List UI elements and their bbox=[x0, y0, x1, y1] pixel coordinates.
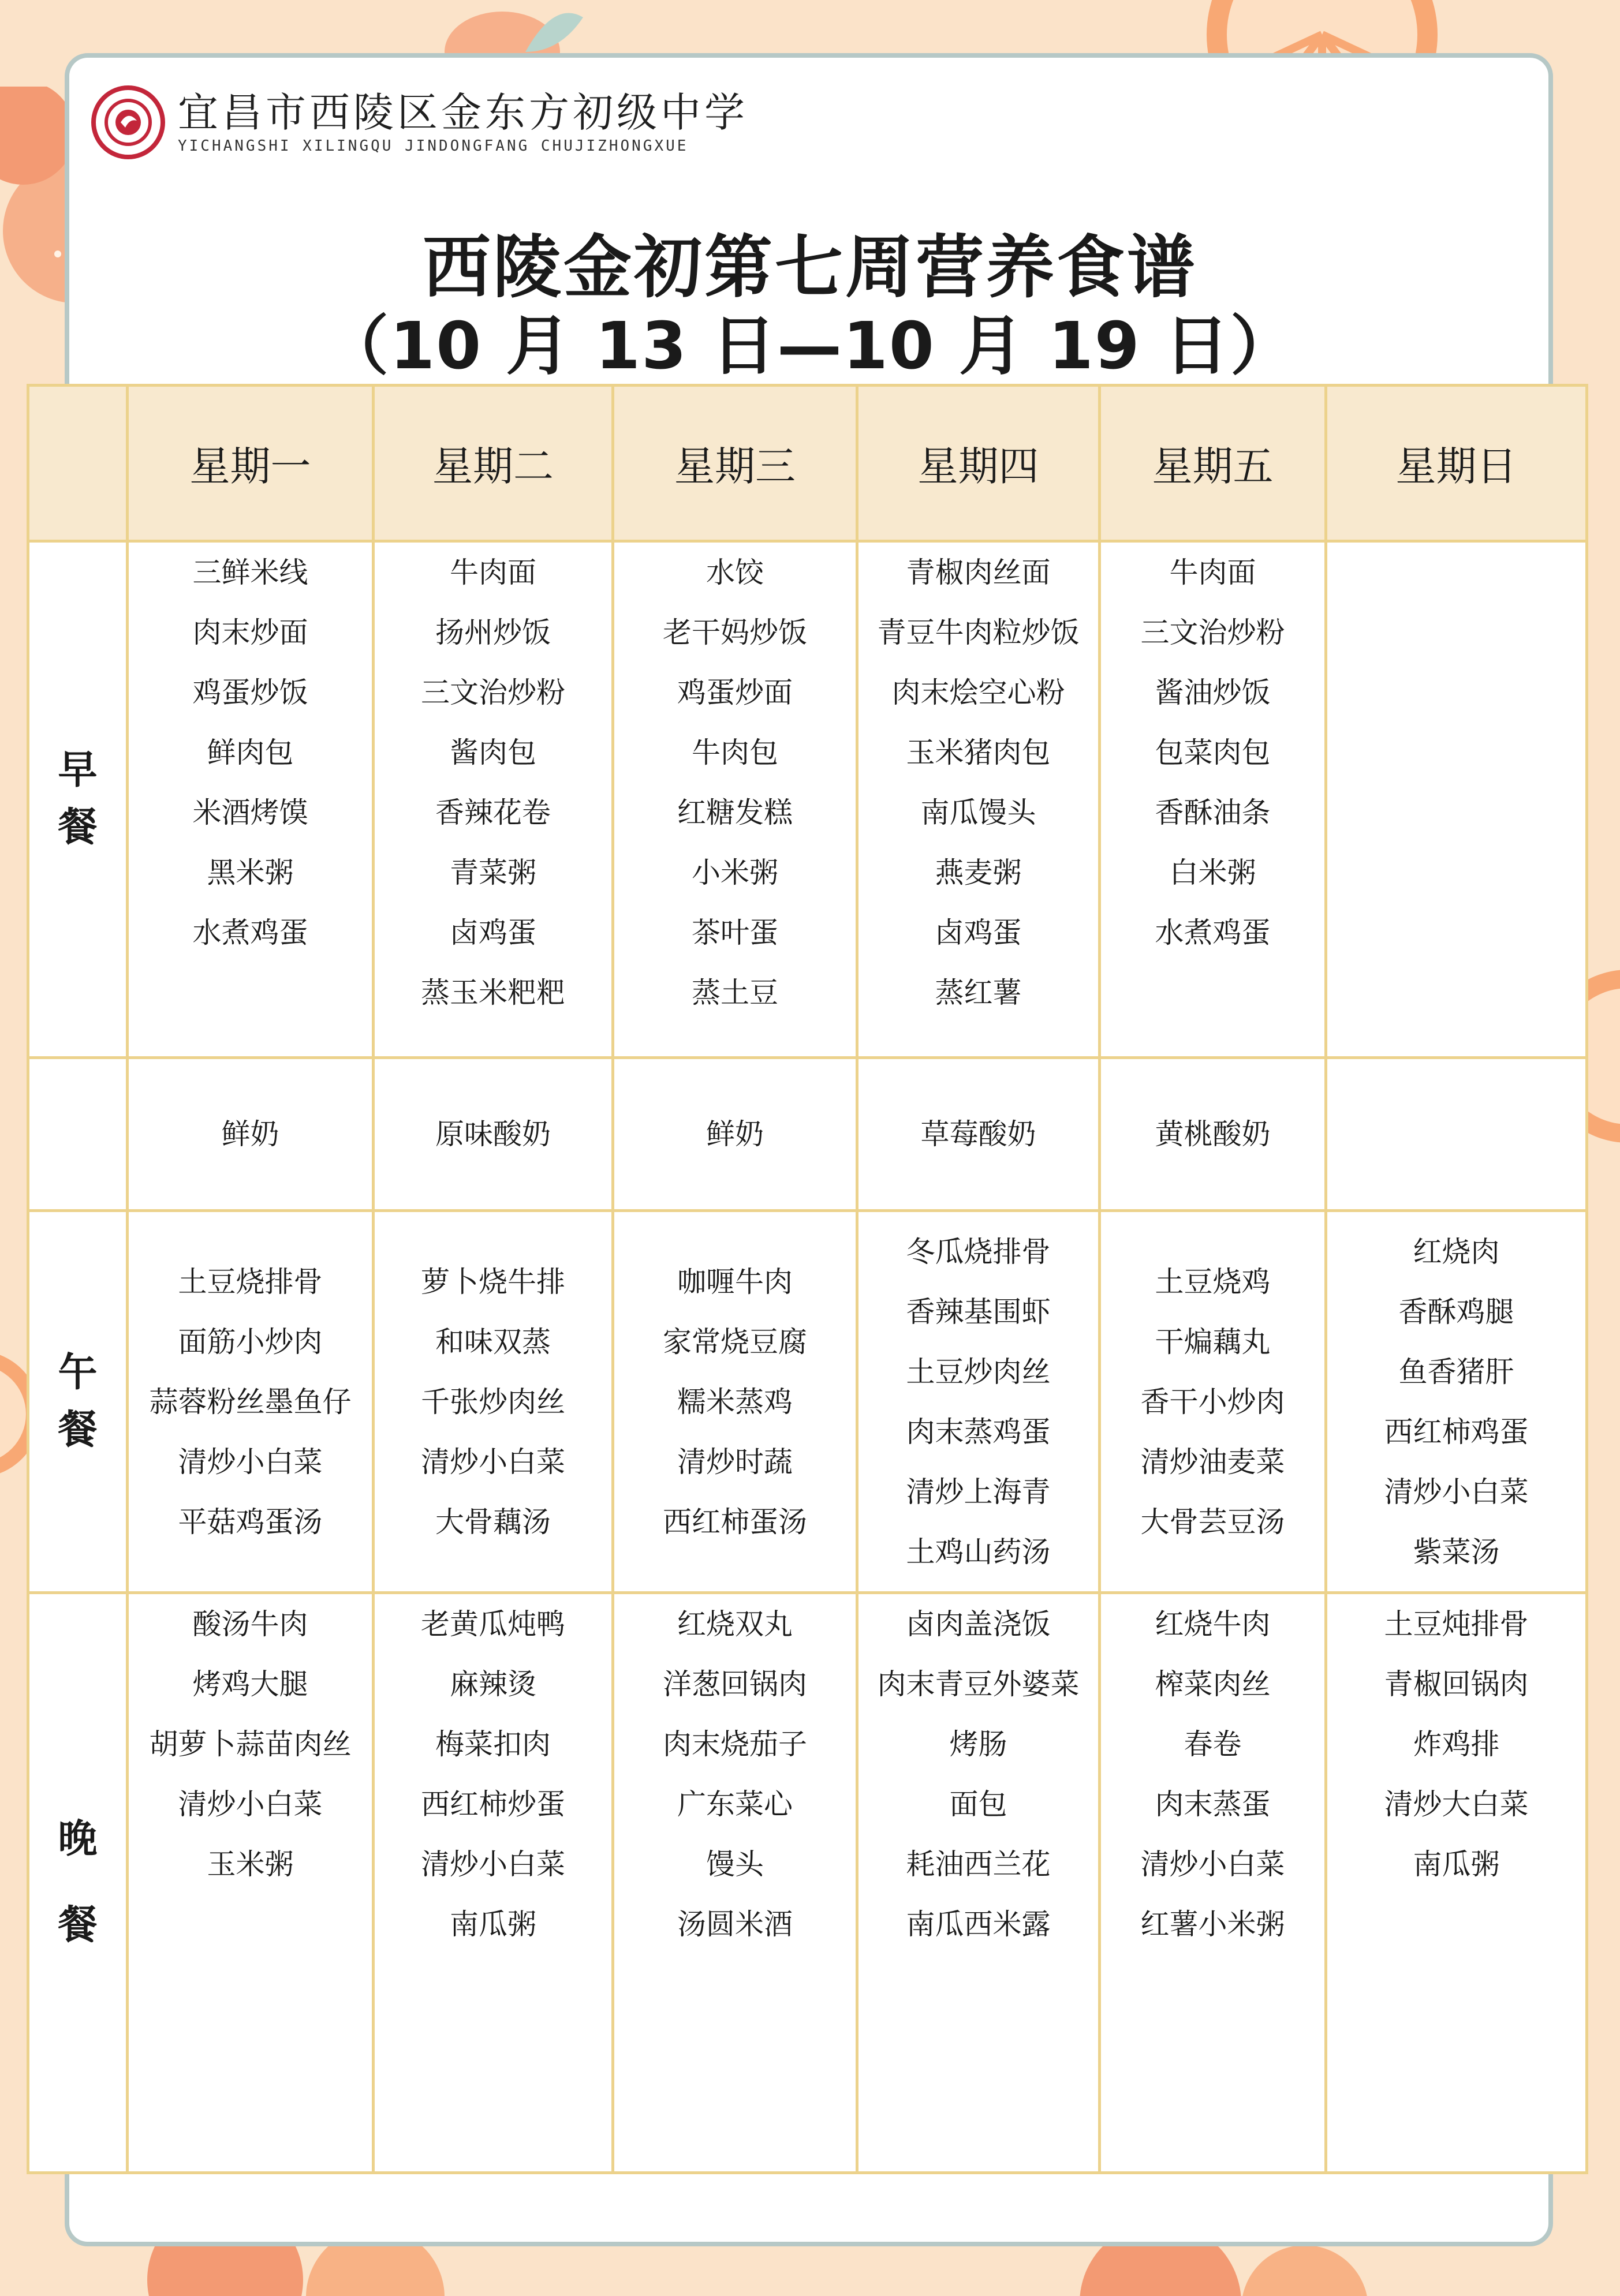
dish-item: 清炒小白菜 bbox=[178, 1445, 323, 1479]
dish-item: 紫菜汤 bbox=[1413, 1535, 1500, 1569]
dish-cell bbox=[857, 1211, 1100, 1593]
dish-cell bbox=[374, 1211, 613, 1593]
dish-item: 酱肉包 bbox=[450, 736, 536, 769]
dish-item: 香酥油条 bbox=[1155, 796, 1271, 829]
dish-item: 米酒烤馍 bbox=[192, 796, 308, 829]
dish-item: 平菇鸡蛋汤 bbox=[178, 1505, 323, 1539]
dish-item: 鸡蛋炒面 bbox=[677, 676, 793, 709]
dish-item: 肉末蒸蛋 bbox=[1155, 1788, 1271, 1821]
dish-cell bbox=[1326, 541, 1587, 1058]
dish-item: 香酥鸡腿 bbox=[1398, 1295, 1514, 1329]
dish-cell bbox=[374, 541, 613, 1058]
lunch-row bbox=[28, 1211, 1587, 1593]
dinner-label: 晚 餐 bbox=[28, 1593, 128, 2173]
school-name-en: YICHANGSHI XILINGQU JINDONGFANG CHUJIZHONGXUE bbox=[178, 137, 689, 155]
school-name-cn: 宜昌市西陵区金东方初级中学 bbox=[178, 88, 748, 136]
dish-item: 土豆烧鸡 bbox=[1155, 1265, 1271, 1299]
dish-item: 清炒上海青 bbox=[906, 1475, 1051, 1509]
dinner-row bbox=[28, 1593, 1587, 2173]
dish-item: 汤圆米酒 bbox=[677, 1908, 793, 1941]
dish-item: 红薯小米粥 bbox=[1140, 1908, 1285, 1941]
dish-item: 燕麦粥 bbox=[935, 856, 1022, 889]
dish-item: 广东菜心 bbox=[677, 1788, 793, 1821]
dish-item: 红糖发糕 bbox=[677, 796, 793, 829]
dish-item: 大骨藕汤 bbox=[435, 1505, 551, 1539]
dish-item: 西红柿炒蛋 bbox=[421, 1788, 565, 1821]
breakfast-label: 早 餐 bbox=[28, 541, 128, 1058]
day-header: 星期日 bbox=[1326, 386, 1587, 541]
dish-item: 三鲜米线 bbox=[192, 556, 308, 589]
dish-cell: 黄桃酸奶 bbox=[1100, 1058, 1326, 1211]
dish-item: 糯米蒸鸡 bbox=[677, 1385, 793, 1419]
dish-cell bbox=[613, 1593, 857, 2173]
school-logo-icon bbox=[91, 85, 165, 159]
dish-item: 老黄瓜炖鸭 bbox=[421, 1607, 565, 1641]
dish-cell bbox=[857, 541, 1100, 1058]
dish-item: 牛肉面 bbox=[1169, 556, 1256, 589]
dish-item: 卤鸡蛋 bbox=[450, 916, 536, 949]
dish-item: 清炒油麦菜 bbox=[1140, 1445, 1285, 1479]
dish-item: 白米粥 bbox=[1169, 856, 1256, 889]
dish-item: 蒸红薯 bbox=[935, 976, 1022, 1009]
dish-item: 牛肉面 bbox=[450, 556, 536, 589]
dish-cell bbox=[1100, 1211, 1326, 1593]
dish-cell bbox=[1326, 1211, 1587, 1593]
dish-item: 小米粥 bbox=[692, 856, 778, 889]
dish-item: 玉米猪肉包 bbox=[906, 736, 1051, 769]
dish-item: 青椒肉丝面 bbox=[906, 556, 1051, 589]
dish-item: 水煮鸡蛋 bbox=[1155, 916, 1271, 949]
dish-item: 土鸡山药汤 bbox=[906, 1535, 1051, 1569]
dish-cell bbox=[374, 1593, 613, 2173]
dish-item: 茶叶蛋 bbox=[692, 916, 778, 949]
day-header: 星期一 bbox=[128, 386, 374, 541]
dish-cell bbox=[613, 541, 857, 1058]
dish-item: 三文治炒粉 bbox=[421, 676, 565, 709]
dish-item: 土豆炖排骨 bbox=[1384, 1607, 1529, 1641]
dish-cell bbox=[857, 1593, 1100, 2173]
dairy-row bbox=[28, 1058, 1587, 1211]
dish-item: 酱油炒饭 bbox=[1155, 676, 1271, 709]
corner-cell bbox=[28, 386, 128, 541]
day-header: 星期五 bbox=[1100, 386, 1326, 541]
dish-item: 清炒小白菜 bbox=[1384, 1475, 1529, 1509]
dish-item: 冬瓜烧排骨 bbox=[906, 1235, 1051, 1269]
dish-cell bbox=[613, 1211, 857, 1593]
dish-item: 咖喱牛肉 bbox=[677, 1265, 793, 1299]
dish-cell bbox=[1326, 1593, 1587, 2173]
dish-item: 南瓜馒头 bbox=[920, 796, 1036, 829]
dish-item: 烤肠 bbox=[949, 1727, 1007, 1761]
dish-item: 馒头 bbox=[706, 1848, 764, 1881]
dish-item: 炸鸡排 bbox=[1413, 1727, 1500, 1761]
dish-item: 肉末烩空心粉 bbox=[891, 676, 1065, 709]
dish-item: 黑米粥 bbox=[207, 856, 294, 889]
dish-item: 梅菜扣肉 bbox=[435, 1727, 551, 1761]
dish-item: 肉末烧茄子 bbox=[663, 1727, 807, 1761]
dish-item: 清炒时蔬 bbox=[677, 1445, 793, 1479]
dish-item: 鱼香猪肝 bbox=[1398, 1355, 1514, 1389]
dish-item: 烤鸡大腿 bbox=[192, 1667, 308, 1701]
dish-item: 耗油西兰花 bbox=[906, 1848, 1051, 1881]
dish-cell bbox=[1100, 541, 1326, 1058]
dish-cell: 鲜奶 bbox=[128, 1058, 374, 1211]
dish-item: 蒸玉米粑粑 bbox=[421, 976, 565, 1009]
dish-item: 老干妈炒饭 bbox=[663, 616, 807, 649]
breakfast-row bbox=[28, 541, 1587, 1058]
dish-item: 榨菜肉丝 bbox=[1155, 1667, 1271, 1701]
dish-item: 青椒回锅肉 bbox=[1384, 1667, 1529, 1701]
dish-item: 干煸藕丸 bbox=[1155, 1325, 1271, 1359]
dish-item: 鸡蛋炒饭 bbox=[192, 676, 308, 709]
dish-item: 蒸土豆 bbox=[692, 976, 778, 1009]
dish-item: 南瓜粥 bbox=[450, 1908, 536, 1941]
dish-item: 牛肉包 bbox=[692, 736, 778, 769]
dish-cell bbox=[128, 1211, 374, 1593]
dish-item: 面筋小炒肉 bbox=[178, 1325, 323, 1359]
dish-item: 酸汤牛肉 bbox=[192, 1607, 308, 1641]
dish-item: 西红柿蛋汤 bbox=[663, 1505, 807, 1539]
dish-cell bbox=[128, 1593, 374, 2173]
dish-item: 大骨芸豆汤 bbox=[1140, 1505, 1285, 1539]
dish-item: 香干小炒肉 bbox=[1140, 1385, 1285, 1419]
dish-item: 包菜肉包 bbox=[1155, 736, 1271, 769]
dish-cell: 原味酸奶 bbox=[374, 1058, 613, 1211]
dish-item: 扬州炒饭 bbox=[435, 616, 551, 649]
dish-item: 香辣基围虾 bbox=[906, 1295, 1051, 1329]
dish-item: 家常烧豆腐 bbox=[663, 1325, 807, 1359]
dish-item: 千张炒肉丝 bbox=[421, 1385, 565, 1419]
dish-item: 萝卜烧牛排 bbox=[421, 1265, 565, 1299]
dish-item: 西红柿鸡蛋 bbox=[1384, 1415, 1529, 1449]
dish-item: 春卷 bbox=[1184, 1727, 1242, 1761]
date-range: （10 月 13 日—10 月 19 日） bbox=[324, 309, 1296, 384]
dish-item: 鲜肉包 bbox=[207, 736, 294, 769]
dish-item: 肉末青豆外婆菜 bbox=[877, 1667, 1080, 1701]
dish-cell bbox=[1100, 1593, 1326, 2173]
dish-item: 玉米粥 bbox=[207, 1848, 294, 1881]
dish-item: 南瓜粥 bbox=[1413, 1848, 1500, 1881]
dish-item: 南瓜西米露 bbox=[906, 1908, 1051, 1941]
day-header: 星期二 bbox=[374, 386, 613, 541]
dish-item: 土豆烧排骨 bbox=[178, 1265, 323, 1299]
dish-item: 和味双蒸 bbox=[435, 1325, 551, 1359]
dish-item: 水煮鸡蛋 bbox=[192, 916, 308, 949]
dish-item: 土豆炒肉丝 bbox=[906, 1355, 1051, 1389]
dish-cell bbox=[128, 541, 374, 1058]
menu-table bbox=[27, 384, 1588, 2174]
dish-item: 水饺 bbox=[706, 556, 764, 589]
dish-item: 香辣花卷 bbox=[435, 796, 551, 829]
dish-item: 清炒大白菜 bbox=[1384, 1788, 1529, 1821]
dish-item: 青豆牛肉粒炒饭 bbox=[877, 616, 1080, 649]
leaf-decoration bbox=[520, 6, 589, 58]
dish-item: 青菜粥 bbox=[450, 856, 536, 889]
dish-item: 卤鸡蛋 bbox=[935, 916, 1022, 949]
lunch-label: 午 餐 bbox=[28, 1211, 128, 1593]
dish-cell bbox=[1326, 1058, 1587, 1211]
dish-item: 红烧双丸 bbox=[677, 1607, 793, 1641]
dish-cell: 鲜奶 bbox=[613, 1058, 857, 1211]
dish-item: 胡萝卜蒜苗肉丝 bbox=[149, 1727, 352, 1761]
dish-item: 肉末蒸鸡蛋 bbox=[906, 1415, 1051, 1449]
dish-item: 卤肉盖浇饭 bbox=[906, 1607, 1051, 1641]
dish-cell: 草莓酸奶 bbox=[857, 1058, 1100, 1211]
page-title: 西陵金初第七周营养食谱 bbox=[422, 227, 1197, 307]
day-header: 星期三 bbox=[613, 386, 857, 541]
dish-item: 蒜蓉粉丝墨鱼仔 bbox=[149, 1385, 352, 1419]
school-header bbox=[91, 85, 748, 159]
dish-item: 红烧牛肉 bbox=[1155, 1607, 1271, 1641]
dairy-label bbox=[28, 1058, 128, 1211]
dish-item: 清炒小白菜 bbox=[1140, 1848, 1285, 1881]
dish-item: 肉末炒面 bbox=[192, 616, 308, 649]
dish-item: 红烧肉 bbox=[1413, 1235, 1500, 1269]
day-header: 星期四 bbox=[857, 386, 1100, 541]
dish-item: 三文治炒粉 bbox=[1140, 616, 1285, 649]
dish-item: 洋葱回锅肉 bbox=[663, 1667, 807, 1701]
dish-item: 面包 bbox=[949, 1788, 1007, 1821]
dish-item: 麻辣烫 bbox=[450, 1667, 536, 1701]
header-row bbox=[28, 386, 1587, 541]
dish-item: 清炒小白菜 bbox=[421, 1445, 565, 1479]
dish-item: 清炒小白菜 bbox=[421, 1848, 565, 1881]
dish-item: 清炒小白菜 bbox=[178, 1788, 323, 1821]
